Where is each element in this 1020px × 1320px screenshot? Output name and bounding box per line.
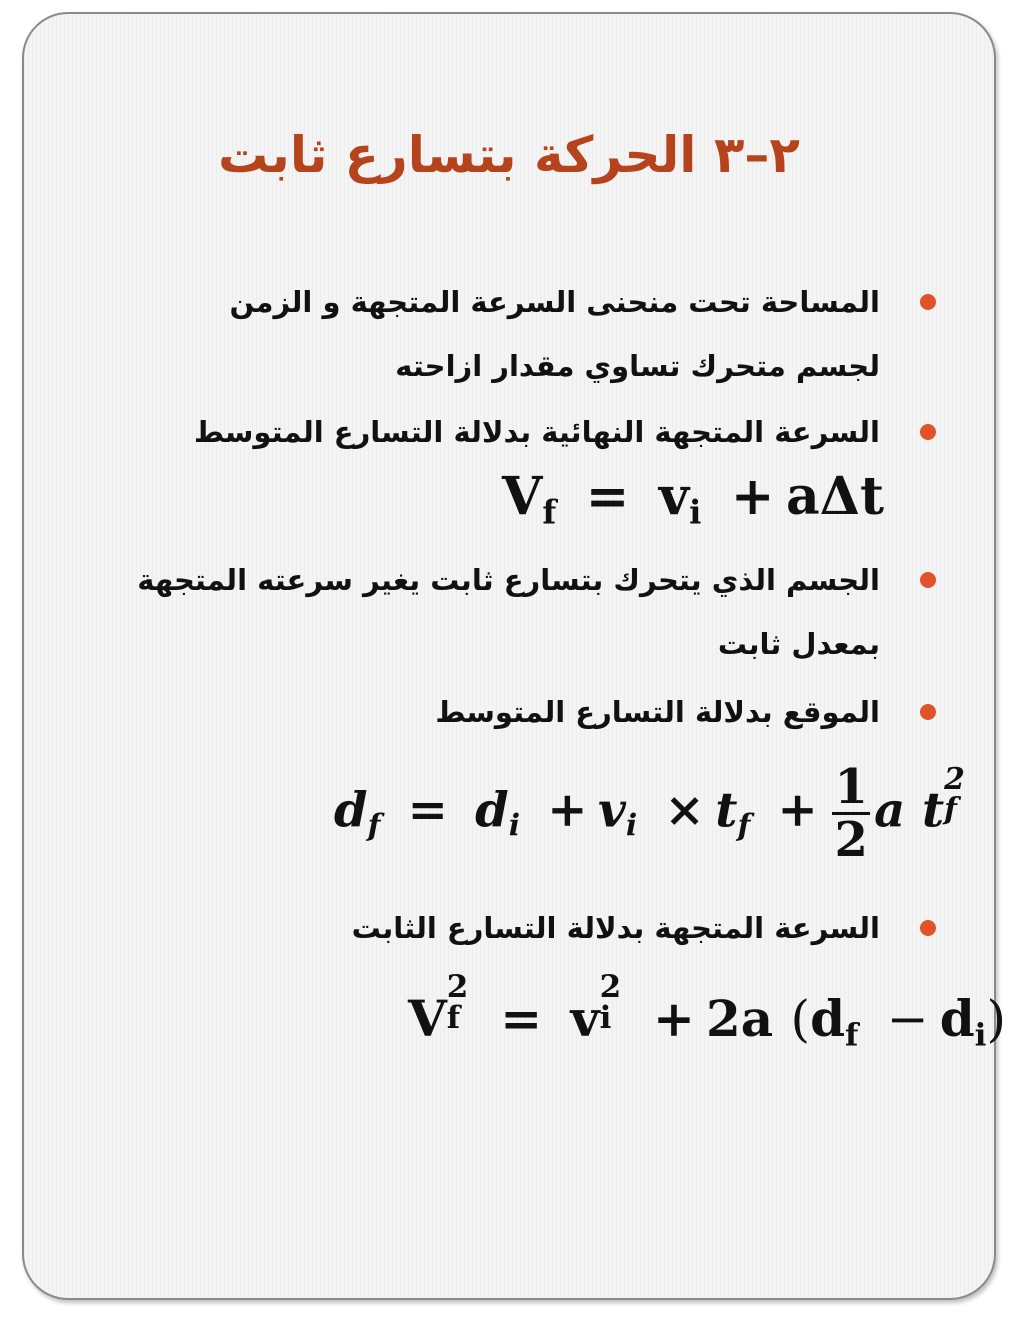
formula-operator: + — [730, 466, 775, 527]
formula-supsub — [446, 968, 472, 1036]
bullet-dot — [920, 704, 936, 720]
formula-operator: = — [585, 466, 630, 527]
formula-term: V — [408, 989, 447, 1048]
bullet-item-velocity-constant-acceleration: السرعة المتجهة بدلالة التسارع الثابت — [351, 911, 880, 945]
formula-supsub — [599, 968, 625, 1036]
bullet-item-final-velocity: السرعة المتجهة النهائية بدلالة التسارع المتوسط — [193, 415, 880, 449]
formula-term: v — [598, 782, 626, 839]
formula-term: d — [475, 782, 509, 839]
formula-term: a — [874, 782, 906, 839]
bullet-dot — [920, 920, 936, 936]
formula-operator: = — [500, 989, 543, 1048]
formula-position — [334, 759, 968, 869]
formula-subscript: f — [845, 1017, 859, 1054]
formula-term: v — [570, 989, 600, 1048]
slide-title: ٢–٣ الحركة بتسارع ثابت — [218, 126, 800, 184]
slide-frame — [22, 12, 1006, 1300]
bullet-item-position: الموقع بدلالة التسارع المتوسط — [435, 695, 880, 729]
formula-velocity-squared — [408, 968, 1006, 1054]
formula-subscript: i — [974, 1017, 987, 1054]
fraction-denominator: 2 — [834, 812, 868, 869]
formula-operator: + — [777, 782, 818, 839]
fraction-numerator: 1 — [832, 762, 870, 815]
bullet-dot — [920, 294, 936, 310]
formula-operator: + — [547, 782, 588, 839]
formula-subscript: f — [542, 493, 557, 532]
formula-paren: ) — [986, 990, 1006, 1048]
formula-final-velocity — [502, 466, 884, 532]
formula-supsub — [944, 762, 968, 827]
formula-subscript: f — [367, 808, 381, 844]
formula-term: d — [939, 989, 975, 1048]
formula-subscript: f — [944, 791, 957, 827]
formula-fraction — [832, 759, 870, 869]
formula-operator: + — [653, 989, 695, 1048]
formula-term: 2a — [705, 989, 774, 1048]
bullet-dot — [920, 424, 936, 440]
formula-superscript: 2 — [446, 968, 469, 1005]
formula-term: aΔt — [785, 466, 884, 527]
formula-term: t — [715, 782, 738, 839]
formula-term: t — [921, 782, 945, 839]
formula-operator: = — [407, 782, 448, 839]
formula-term: d — [334, 782, 368, 839]
bullet-item-area-under-curve: المساحة تحت منحنى السرعة المتجهة و الزمن لجسم متحرك تساوي مقدار ازاحته — [229, 285, 880, 383]
formula-superscript: 2 — [599, 968, 622, 1005]
formula-subscript: i — [599, 999, 612, 1036]
formula-term: V — [502, 466, 543, 527]
formula-superscript: 2 — [944, 762, 965, 798]
formula-subscript: i — [689, 493, 702, 532]
formula-term: d — [810, 989, 846, 1048]
formula-operator: × — [664, 782, 705, 839]
formula-operator: − — [886, 990, 929, 1048]
formula-subscript: f — [446, 999, 461, 1036]
bullet-dot — [920, 572, 936, 588]
formula-term: v — [658, 466, 690, 527]
formula-subscript: i — [508, 808, 520, 844]
formula-subscript: i — [625, 808, 638, 844]
bullet-item-constant-acceleration: الجسم الذي يتحرك بتسارع ثابت يغير سرعته المتجهة بمعدل ثابت — [137, 563, 880, 661]
formula-paren: ( — [790, 990, 811, 1048]
formula-subscript: f — [737, 808, 751, 844]
